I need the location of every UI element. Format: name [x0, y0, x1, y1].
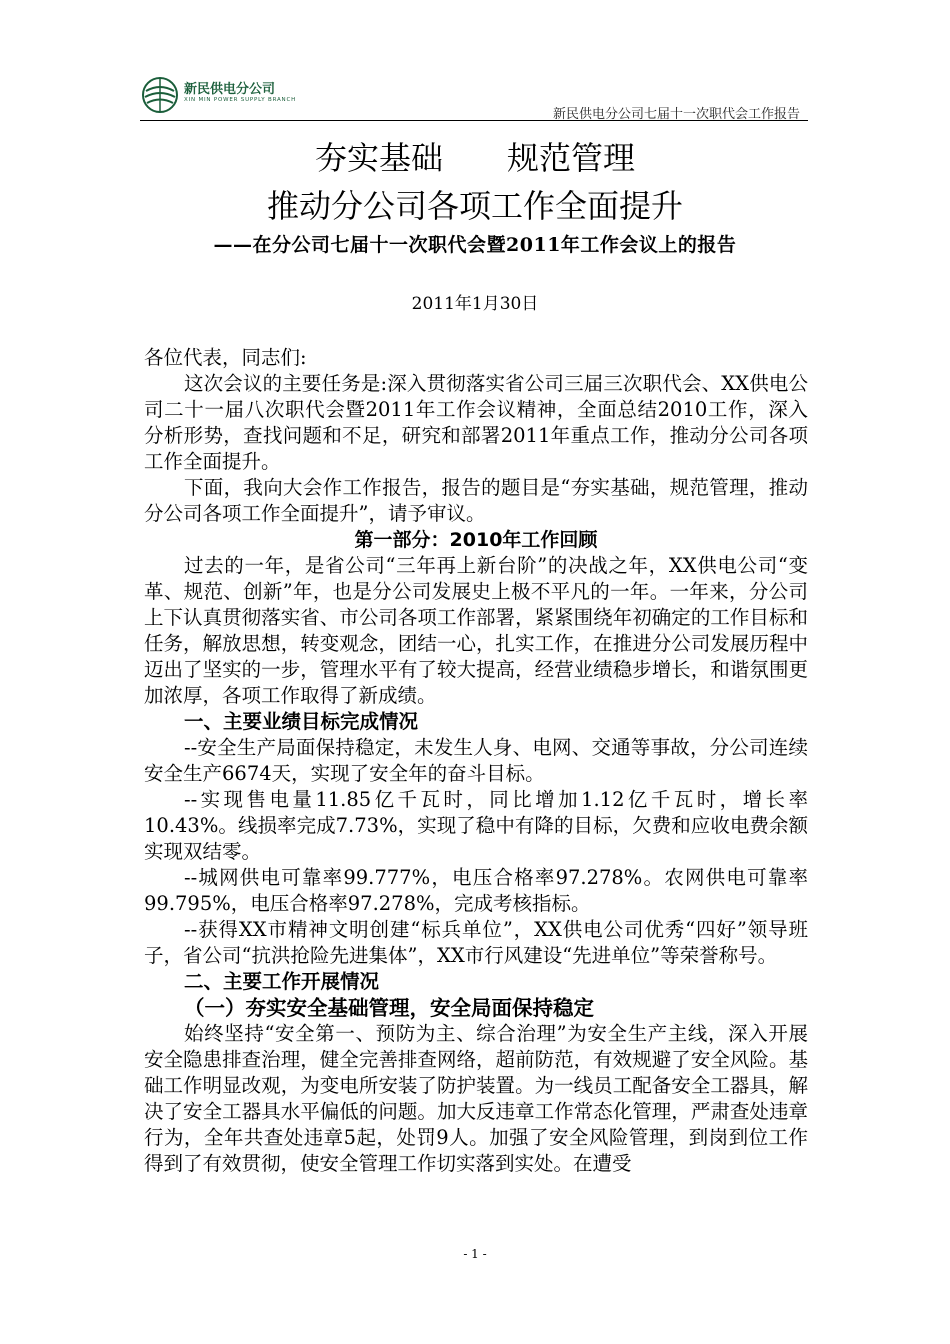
bullet-paragraph: --实现售电量11.85亿千瓦时，同比增加1.12亿千瓦时，增长率10.43%。线损率完成7.73%，实现了稳中有降的目标，欠费和应收电费余额实现双结零。: [144, 788, 808, 863]
paragraph: 过去的一年，是省公司“三年再上新台阶”的决战之年，XX供电公司“变革、规范、创新”年，也是分公司发展史上极不平凡的一年。一年来，分公司上下认真贯彻落实省、市公司各项工作部署，紧紧围绕年初确定的工作目标和任务，解放思想，转变观念，团结一心，扎实工作，在推进分公司发展历程中迈出了坚实的一步，管理水平有了较大提高，经营业绩稳步增长，和谐氛围更加浓厚，各项工作取得了新成绩。: [144, 554, 808, 707]
bullet-paragraph: --安全生产局面保持稳定，未发生人身、电网、交通等事故，分公司连续安全生产6674天，实现了安全年的奋斗目标。: [144, 736, 808, 785]
bullet-paragraph: --获得XX市精神文明创建“标兵单位”，XX供电公司优秀“四好”领导班子，省公司“抗洪抢险先进集体”，XX市行风建设“先进单位”等荣誉称号。: [144, 918, 808, 967]
subsection-heading: 一、主要业绩目标完成情况: [184, 710, 419, 733]
bullet-paragraph: --城网供电可靠率99.777%，电压合格率97.278%。农网供电可靠率99.795%，电压合格率97.278%，完成考核指标。: [144, 866, 808, 915]
document-title-line1: 夯实基础 规范管理: [314, 139, 635, 177]
logo-company-name: 新民供电分公司: [184, 82, 276, 97]
document-title-line2: 推动分公司各项工作全面提升: [266, 187, 683, 225]
header-rule: [140, 120, 808, 121]
subsection-heading: 二、主要工作开展情况: [184, 970, 380, 993]
paragraph: 始终坚持“安全第一、预防为主、综合治理”为安全生产主线，深入开展安全隐患排查治理，健全完善排查网络，超前防范，有效规避了安全风险。基础工作明显改观，为变电所安装了防护装置。为一线员工配备安全工器具，解决了安全工器具水平偏低的问题。加大反违章工作常态化管理，严肃查处违章行为，全年共查处违章5起，处罚9人。加强了安全风险管理，到岗到位工作得到了有效贯彻，使安全管理工作切实落到实处。在遭受: [144, 1022, 808, 1175]
company-logo-icon: [140, 75, 180, 115]
page-header: [140, 70, 808, 120]
document-body: [144, 345, 808, 1177]
logo-english-name: XIN MIN POWER SUPPLY BRANCH: [184, 97, 297, 103]
paragraph: 下面，我向大会作工作报告，报告的题目是“夯实基础，规范管理，推动分公司各项工作全面提升”，请予审议。: [144, 476, 808, 525]
paragraph: 这次会议的主要任务是:深入贯彻落实省公司三届三次职代会、XX供电公司二十一届八次职代会暨2011年工作会议精神，全面总结2010工作，深入分析形势，查找问题和不足，研究和部署2011年重点工作，推动分公司各项工作全面提升。: [144, 372, 808, 473]
running-header-title: 新民供电分公司七届十一次职代会工作报告: [552, 107, 800, 122]
section-heading: 第一部分：2010年工作回顾: [354, 529, 598, 551]
subsubsection-heading: （一）夯实安全基础管理，安全局面保持稳定: [184, 996, 594, 1020]
document-date: 2011年1月30日: [411, 294, 539, 314]
page-number: - 1 -: [463, 1247, 487, 1261]
document-subtitle: ——在分公司七届十一次职代会暨2011年工作会议上的报告: [213, 234, 737, 256]
salutation: 各位代表，同志们:: [144, 346, 307, 369]
